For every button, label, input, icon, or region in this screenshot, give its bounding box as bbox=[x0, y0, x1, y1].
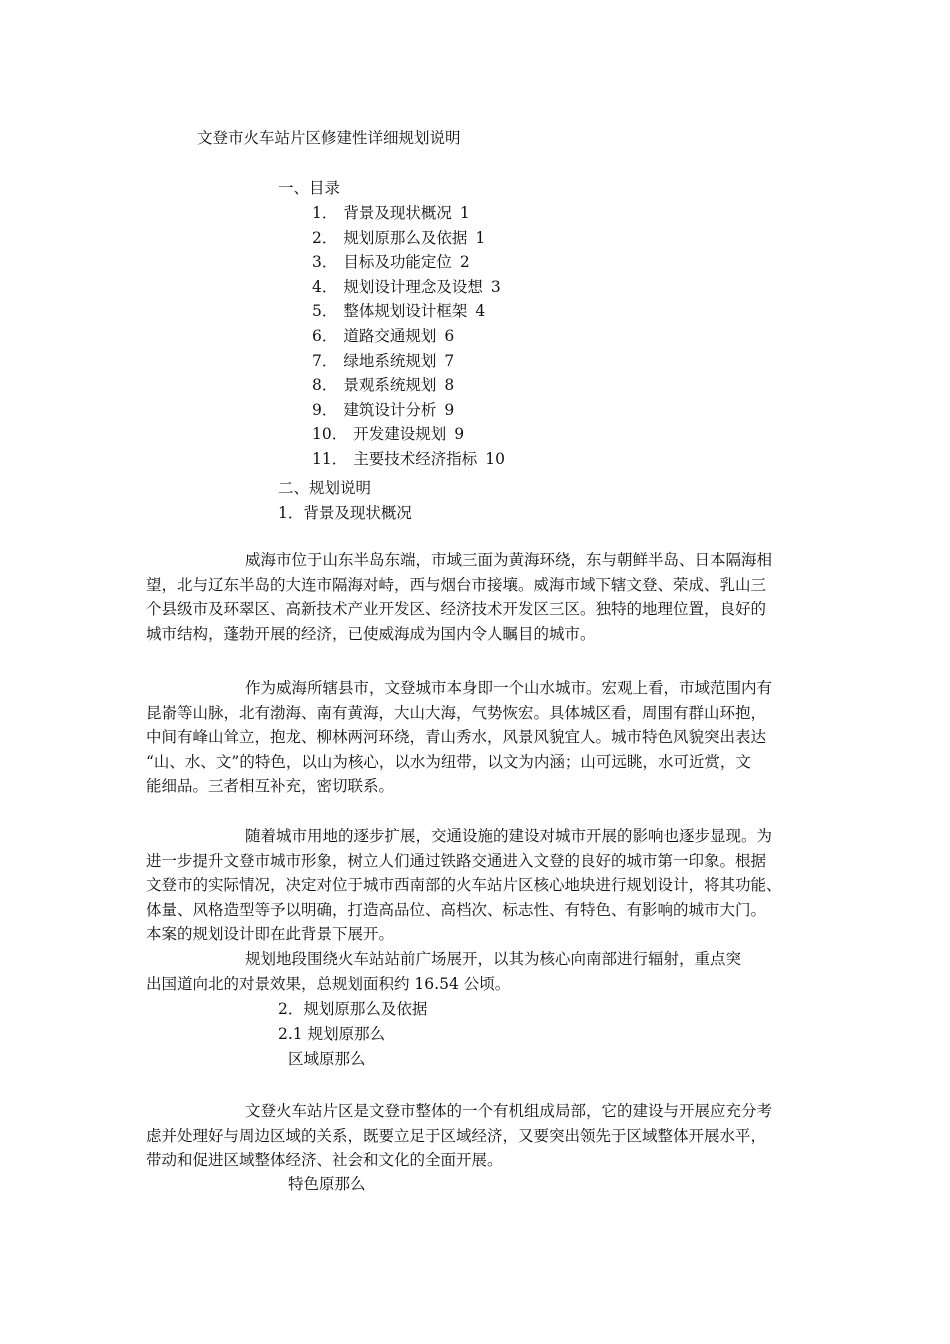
paragraph: 威海市位于山东半岛东端，市域三面为黄海环绕，东与朝鲜半岛、日本隔海相 望，北与辽东半岛的大连市隔海对峙，西与烟台市接壤。威海市域下辖文登、荣成、乳山三 个县级市及环翠区、高新技术产业开发区、经济技术开发区三区。独特的地理位置，良好的 城市结构，蓬勃开展的经济，已使威海成为国内令人瞩目的城市。 bbox=[146, 551, 773, 643]
toc-item: 9． 建筑设计分析 9 bbox=[312, 400, 455, 419]
subsection-heading: 2．规划原那么及依据 bbox=[278, 1000, 428, 1018]
toc-item: 3． 目标及功能定位 2 bbox=[312, 253, 470, 272]
table-of-contents bbox=[312, 201, 505, 472]
paragraph: 文登火车站片区是文登市整体的一个有机组成局部，它的建设与开展应充分考 虑并处理好与周边区域的关系，既要立足于区域经济，又要突出领先于区域整体开展水平， 带动和促进区域整体经济、社会和文化的全面开展。 bbox=[146, 1102, 773, 1169]
toc-heading: 一、目录 bbox=[278, 179, 341, 197]
toc-item: 11． 主要技术经济指标 10 bbox=[312, 449, 505, 468]
paragraph: 随着城市用地的逐步扩展，交通设施的建设对城市开展的影响也逐步显现。为 进一步提升文登市城市形象，树立人们通过铁路交通进入文登的良好的城市第一印象。根据 文登市的实际情况，决定对位于城市西南部的火车站片区核心地块进行规划设计，将其功能、 体量、风格造型等予以明确，打造高品位、高档次、标志性、有特色、有影响的城市大门。 本案的规划设计即在此背景下展开。 bbox=[146, 827, 782, 943]
toc-item: 5． 整体规划设计框架 4 bbox=[312, 302, 486, 321]
toc-item: 10． 开发建设规划 9 bbox=[312, 425, 465, 444]
principle-heading: 区域原那么 bbox=[288, 1050, 366, 1068]
paragraph: 规划地段围绕火车站站前广场展开，以其为核心向南部进行辐射，重点突 出国道向北的对景效果，总规划面积约 16.54 公顷。 bbox=[146, 950, 742, 993]
subsection-heading: 1．背景及现状概况 bbox=[278, 504, 412, 522]
paragraph: 作为威海所辖县市，文登城市本身即一个山水城市。宏观上看，市域范围内有 昆嵛等山脉，北有渤海、南有黄海，大山大海，气势恢宏。具体城区看，周围有群山环抱， 中间有峰山耸立，抱龙、柳林两河环绕，青山秀水，风景风貌宜人。城市特色风貌突出表达 “山、水、文”的特色，以山为核心，以水为纽带，以文为内涵；山可远眺，水可近赏，文 能细品。三者相互补充，密切联系。 bbox=[146, 679, 773, 795]
toc-item: 1． 背景及现状概况 1 bbox=[312, 204, 470, 222]
section-heading: 二、规划说明 bbox=[278, 479, 372, 497]
toc-item: 8． 景观系统规划 8 bbox=[312, 376, 455, 395]
toc-item: 2． 规划原那么及依据 1 bbox=[312, 228, 486, 247]
toc-item: 7． 绿地系统规划 7 bbox=[312, 351, 455, 370]
document-title: 文登市火车站片区修建性详细规划说明 bbox=[197, 129, 461, 147]
subsection-heading: 2.1 规划原那么 bbox=[278, 1025, 386, 1043]
toc-item: 4． 规划设计理念及设想 3 bbox=[312, 277, 501, 296]
toc-item: 6． 道路交通规划 6 bbox=[312, 326, 455, 345]
principle-heading: 特色原那么 bbox=[288, 1175, 366, 1193]
